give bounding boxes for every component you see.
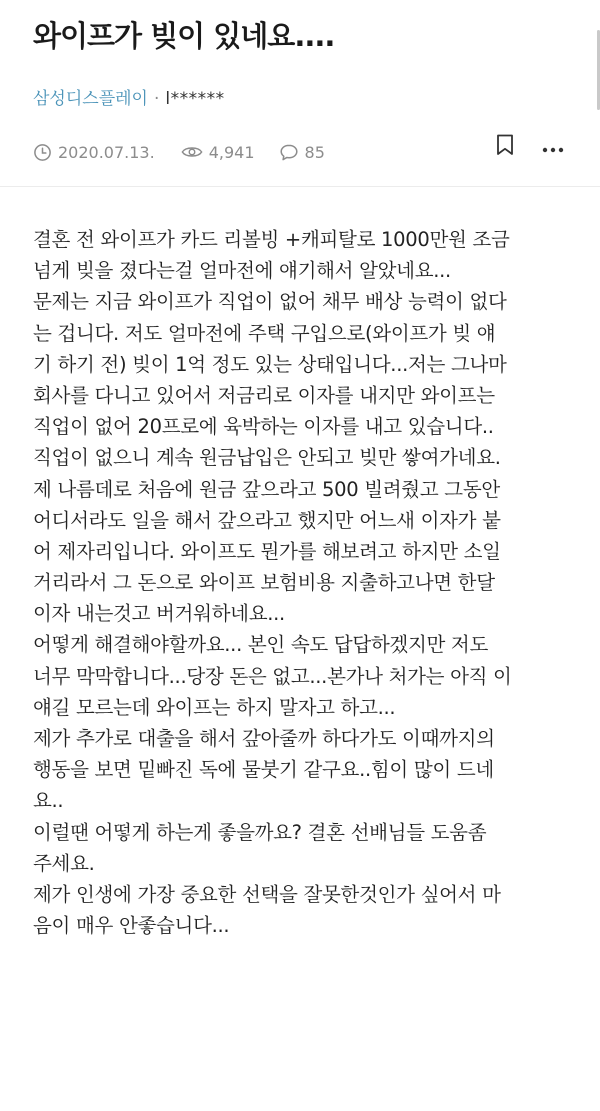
post-title: 와이프가 빚이 있네요.... [33,19,335,53]
author-nickname: l****** [165,89,225,109]
company-name[interactable]: 삼성디스플레이 [33,89,148,109]
speech-bubble-icon [279,143,299,162]
body-line: 회사를 다니고 있어서 저금리로 이자를 내지만 와이프는 [33,383,495,407]
body-line: 어 제자리입니다. 와이프도 뭔가를 해보려고 하지만 소일 [33,539,501,563]
views-text: 4,941 [208,142,255,162]
post-header [0,0,600,162]
bookmark-button[interactable] [490,132,520,162]
author-row [33,84,225,109]
body-line: 거리라서 그 돈으로 와이프 보험비용 지출하고나면 한달 [33,571,495,595]
post-body [33,224,588,941]
body-line: 는 겁니다. 저도 얼마전에 주택 구입으로(와이프가 빚 얘 [33,321,496,345]
body-line: 직업이 없으니 계속 원금납입은 안되고 빚만 쌓여가네요. [33,446,501,470]
more-options-button[interactable] [538,132,568,162]
view-count [181,143,255,162]
eye-icon [181,144,203,160]
body-line: 기 하기 전) 빚이 1억 정도 있는 상태입니다...저는 그나마 [33,352,507,376]
date-text: 2020.07.13. [58,142,155,162]
bookmark-icon [496,134,514,160]
body-line: 음이 매우 안좋습니다... [33,914,230,938]
body-line: 문제는 지금 와이프가 직업이 없어 채무 배상 능력이 없다 [33,290,507,314]
body-line: 얘길 모르는데 와이프는 하지 말자고 하고... [33,695,396,719]
body-line: 결혼 전 와이프가 카드 리볼빙 +캐피탈로 1000만원 조금 [33,228,510,251]
body-line: 넘게 빚을 졌다는걸 얼마전에 얘기해서 알았네요... [33,259,451,283]
body-line: 주세요. [33,851,95,875]
body-line: 제가 인생에 가장 중요한 선택을 잘못한것인가 싶어서 마 [33,882,501,906]
comment-count[interactable] [279,143,325,162]
body-line: 이자 내는것고 버거워하네요... [33,602,285,626]
post-date [33,143,155,162]
body-line: 너무 막막합니다...당장 돈은 없고...본가나 처가는 아직 이 [33,664,512,688]
body-line: 요.. [33,789,64,813]
body-line: 제가 추가로 대출을 해서 갚아줄까 하다가도 이때까지의 [33,727,495,750]
separator-dot: · [153,89,160,109]
header-divider [0,186,600,187]
body-line: 이럴땐 어떻게 하는게 좋을까요? 결혼 선배님들 도움좀 [33,820,487,844]
clock-icon [33,143,52,162]
body-line: 어디서라도 일을 해서 갚으라고 했지만 어느새 이자가 붙 [33,508,501,532]
body-line: 제 나름데로 처음에 원금 갚으라고 500 빌려줬고 그동안 [33,477,500,501]
body-line: 어떻게 해결해야할까요... 본인 속도 답답하겠지만 저도 [33,633,489,657]
comments-text: 85 [304,142,325,162]
more-dots-icon [542,138,564,157]
body-line: 행동을 보면 밑빠진 독에 물붓기 같구요..힘이 많이 드네 [33,758,494,782]
body-line: 직업이 없어 20프로에 육박하는 이자를 내고 있습니다.. [33,415,494,439]
post-meta [33,140,325,164]
